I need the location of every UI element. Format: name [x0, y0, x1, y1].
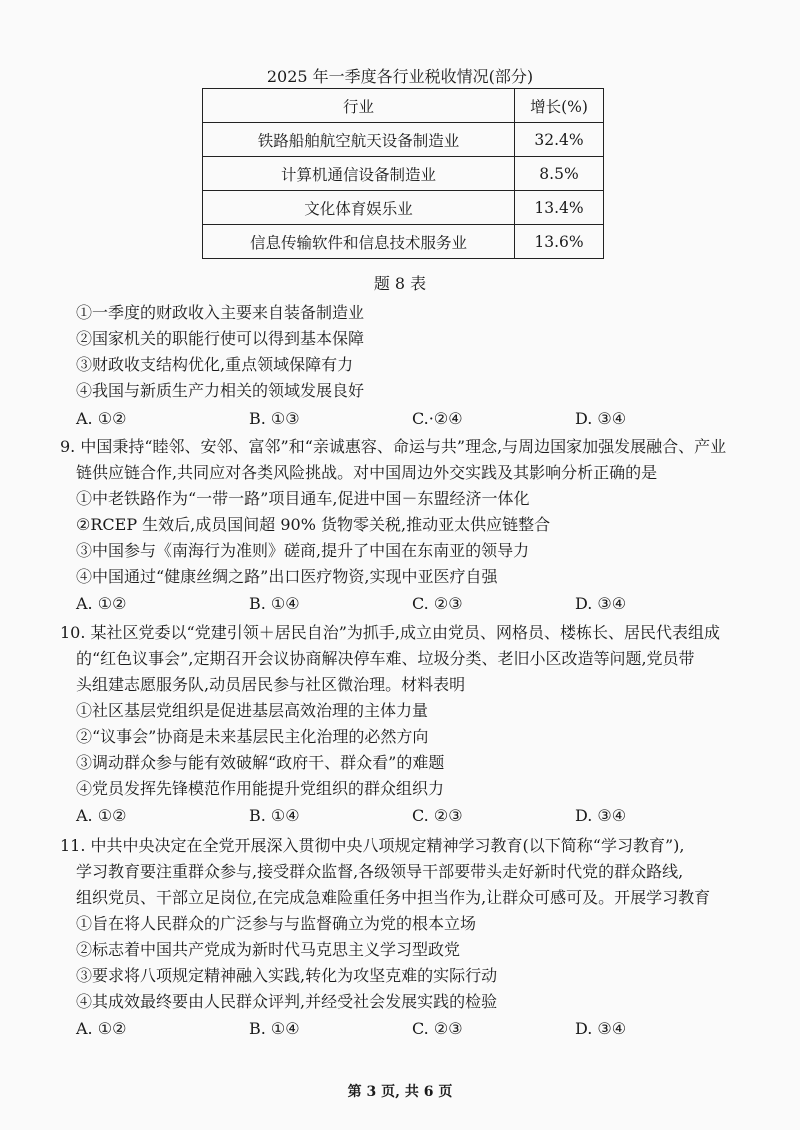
table-cell-growth: 32.4% [515, 123, 604, 157]
q9-statement-1: ①中老铁路作为“一带一路”项目通车,促进中国－东盟经济一体化 [76, 489, 530, 508]
q9-option-b[interactable]: B. ①④ [249, 594, 300, 613]
table-header-growth: 增长(%) [515, 89, 604, 123]
table-cell-growth: 13.6% [515, 225, 604, 259]
table-cell-growth: 13.4% [515, 191, 604, 225]
q9-stem-line-2: 链供应链合作,共同应对各类风险挑战。对中国周边外交实践及其影响分析正确的是 [76, 463, 658, 482]
table-row [203, 123, 604, 157]
q11-statement-1: ①旨在将人民群众的广泛参与与监督确立为党的根本立场 [76, 914, 477, 933]
table-cell-growth: 8.5% [515, 157, 604, 191]
q10-stem-line-1: 10. 某社区党委以“党建引领＋居民自治”为抓手,成立由党员、网格员、楼栋长、居民代表组成 [60, 623, 720, 642]
q10-statement-2: ②“议事会”协商是未来基层民主化治理的必然方向 [76, 727, 429, 746]
table-header-row [203, 89, 604, 123]
q10-stem-line-3: 头组建志愿服务队,动员居民参与社区微治理。材料表明 [76, 675, 466, 694]
q11-stem-line-2: 学习教育要注重群众参与,接受群众监督,各级领导干部要带头走好新时代党的群众路线, [76, 862, 684, 881]
q10-option-c[interactable]: C. ②③ [412, 806, 463, 825]
table-row [203, 191, 604, 225]
q10-statement-4: ④党员发挥先锋模范作用能提升党组织的群众组织力 [76, 779, 445, 798]
q10-option-d[interactable]: D. ③④ [575, 806, 627, 825]
q11-option-a[interactable]: A. ①② [76, 1019, 127, 1038]
table-cell-industry: 文化体育娱乐业 [203, 191, 515, 225]
q11-statement-2: ②标志着中国共产党成为新时代马克思主义学习型政党 [76, 940, 461, 959]
q9-option-d[interactable]: D. ③④ [575, 594, 627, 613]
q8-statement-3: ③财政收支结构优化,重点领域保障有力 [76, 355, 354, 374]
q8-statement-4: ④我国与新质生产力相关的领域发展良好 [76, 381, 365, 400]
q10-statement-1: ①社区基层党组织是促进基层高效治理的主体力量 [76, 701, 429, 720]
q9-statement-3: ③中国参与《南海行为准则》磋商,提升了中国在东南亚的领导力 [76, 541, 530, 560]
q11-stem-line-3: 组织党员、干部立足岗位,在完成急难险重任务中担当作为,让群众可感可及。开展学习教育 [76, 888, 711, 907]
table-cell-industry: 信息传输软件和信息技术服务业 [203, 225, 515, 259]
table-title: 2025 年一季度各行业税收情况(部分) [266, 67, 534, 86]
q10-option-a[interactable]: A. ①② [76, 806, 127, 825]
q11-option-d[interactable]: D. ③④ [575, 1019, 627, 1038]
q9-statement-4: ④中国通过“健康丝绸之路”出口医疗物资,实现中亚医疗自强 [76, 567, 498, 586]
table-row [203, 157, 604, 191]
q9-statement-2: ②RCEP 生效后,成员国间超 90% 货物零关税,推动亚太供应链整合 [76, 515, 551, 534]
tax-growth-table [202, 88, 604, 259]
table-caption: 题 8 表 [373, 274, 427, 293]
q11-statement-3: ③要求将八项规定精神融入实践,转化为攻坚克难的实际行动 [76, 966, 498, 985]
q10-statement-3: ③调动群众参与能有效破解“政府干、群众看”的难题 [76, 753, 445, 772]
table-cell-industry: 铁路船舶航空航天设备制造业 [203, 123, 515, 157]
q11-stem-line-1: 11. 中共中央决定在全党开展深入贯彻中央八项规定精神学习教育(以下简称“学习教育”), [60, 836, 685, 855]
q8-option-b[interactable]: B. ①③ [249, 409, 300, 428]
table-cell-industry: 计算机通信设备制造业 [203, 157, 515, 191]
q11-option-c[interactable]: C. ②③ [412, 1019, 463, 1038]
table-header-industry: 行业 [203, 89, 515, 123]
table-row [203, 225, 604, 259]
q8-option-d[interactable]: D. ③④ [575, 409, 627, 428]
q9-option-c[interactable]: C. ②③ [412, 594, 463, 613]
q10-stem-line-2: 的“红色议事会”,定期召开会议协商解决停车难、垃圾分类、老旧小区改造等问题,党员带 [76, 649, 695, 668]
q8-option-a[interactable]: A. ①② [76, 409, 127, 428]
page-footer: 第 3 页, 共 6 页 [347, 1084, 453, 1100]
q9-stem-line-1: 9. 中国秉持“睦邻、安邻、富邻”和“亲诚惠容、命运与共”理念,与周边国家加强发展融合、产业 [60, 437, 727, 456]
q10-option-b[interactable]: B. ①④ [249, 806, 300, 825]
q8-option-c[interactable]: C.·②④ [412, 409, 463, 428]
q11-statement-4: ④其成效最终要由人民群众评判,并经受社会发展实践的检验 [76, 992, 498, 1011]
q8-statement-1: ①一季度的财政收入主要来自装备制造业 [76, 303, 365, 322]
q11-option-b[interactable]: B. ①④ [249, 1019, 300, 1038]
q8-statement-2: ②国家机关的职能行使可以得到基本保障 [76, 329, 365, 348]
q9-option-a[interactable]: A. ①② [76, 594, 127, 613]
